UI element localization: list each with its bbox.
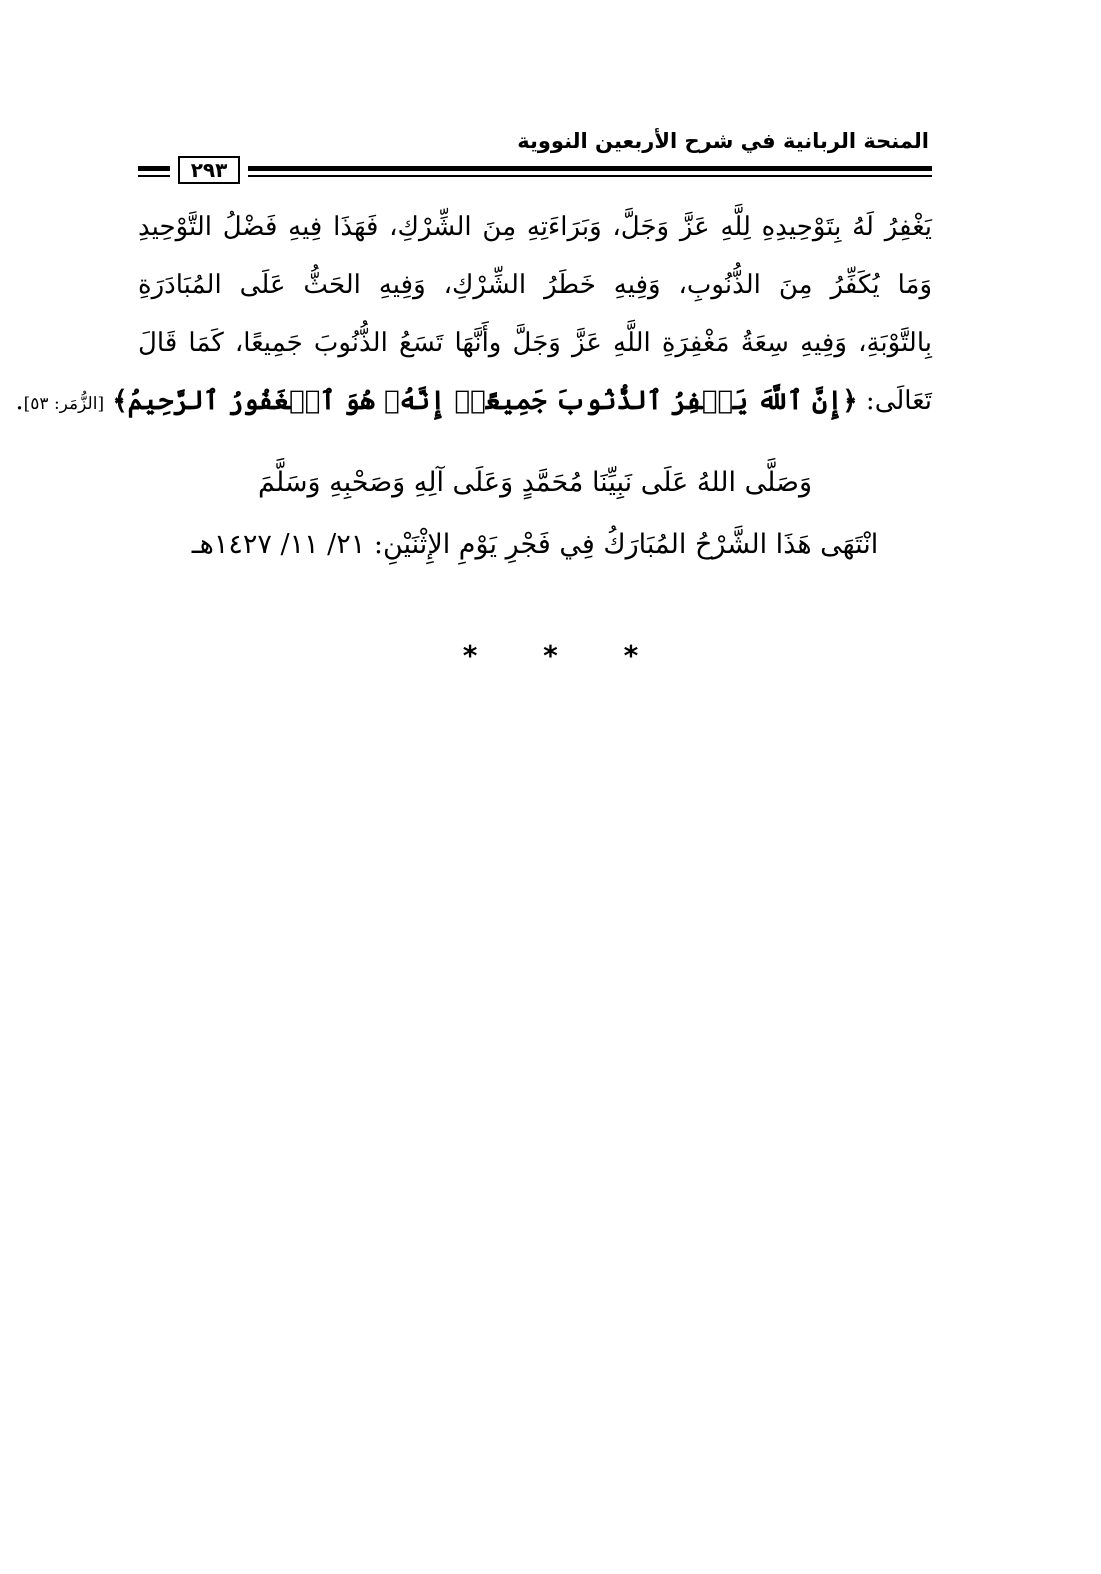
verse-intro: تَعَالَى: xyxy=(857,386,932,416)
header-rule-left xyxy=(138,166,170,179)
header-rule-thin xyxy=(138,175,170,177)
header-rule-thick xyxy=(138,166,170,171)
body-line-verse xyxy=(15,372,932,430)
quran-verse: ﴿إِنَّ ٱللَّهَ يَغۡفِرُ ٱلذُّنُوبَ جَمِيعًاۚ إِنَّهُۥ هُوَ ٱلۡغَفُورُ ٱلرَّحِيمُ﴾ xyxy=(112,386,858,416)
body-line: يَغْفِرُ لَهُ بِتَوْحِيدِهِ لِلَّهِ عَزَّ وَجَلَّ، وَبَرَاءَتِهِ مِنَ الشِّرْكِ، فَهَذَا فِيهِ فَضْلُ التَّوْحِيدِ xyxy=(138,212,932,242)
header-rule-main xyxy=(248,166,932,179)
body-paragraph xyxy=(15,198,932,430)
completion-note: انْتَهَى هَذَا الشَّرْحُ المُبَارَكُ فِي فَجْرِ يَوْمِ الإِثْنَيْنِ: ٢١/ ١١/ ١٤٢٧هـ xyxy=(191,529,879,560)
body-line: وَمَا يُكَفِّرُ مِنَ الذُّنُوبِ، وَفِيهِ خَطَرُ الشِّرْكِ، وَفِيهِ الحَثُّ عَلَى المُبَادَرَةِ xyxy=(138,270,932,300)
running-title: المنحة الربانية في شرح الأربعين النووية xyxy=(517,129,929,153)
verse-citation: [الزُّمَر: ٥٣] xyxy=(23,394,105,414)
body-line: بِالتَّوْبَةِ، وَفِيهِ سِعَةُ مَغْفِرَةِ اللَّهِ عَزَّ وَجَلَّ وأَنَّهَا تَسَعُ الذُّنُوبَ جَمِيعًا، كَمَا قَالَ xyxy=(138,328,932,358)
sentence-end: . xyxy=(15,386,24,416)
closing-prayer: وَصَلَّى اللهُ عَلَى نَبِيِّنَا مُحَمَّدٍ وَعَلَى آلِهِ وَصَحْبِهِ وَسَلَّمَ xyxy=(257,467,812,498)
header-rule-thin xyxy=(248,175,932,177)
section-separator: * * * xyxy=(462,639,639,672)
header-rule-thick xyxy=(248,166,932,171)
page-number: ٢٩٣ xyxy=(178,156,240,184)
